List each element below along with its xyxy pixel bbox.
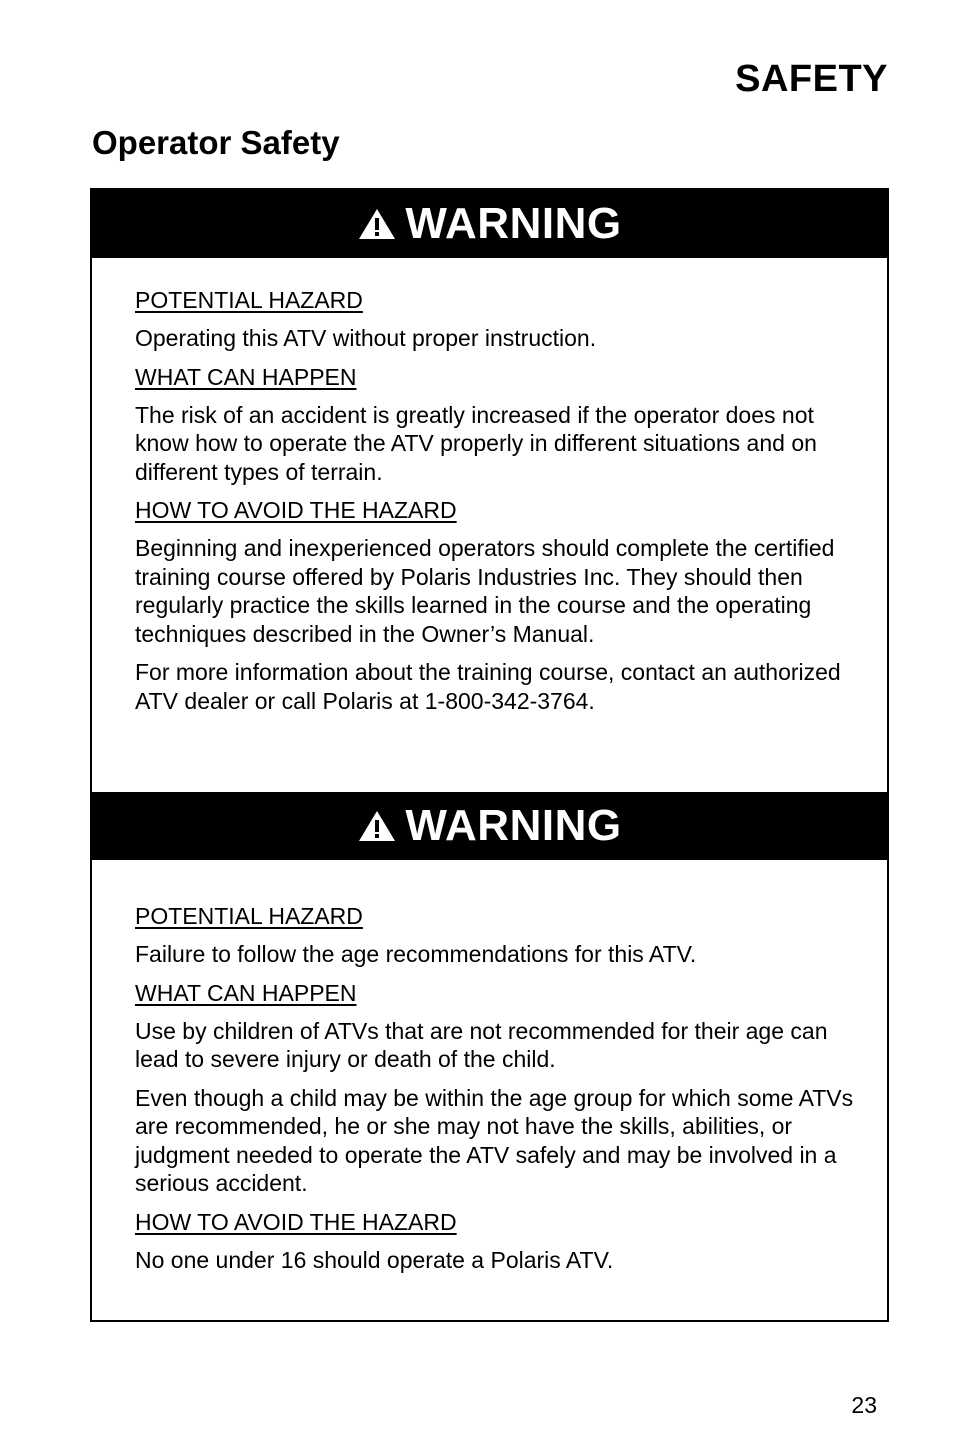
- page-number: 23: [851, 1392, 877, 1418]
- warning-content: [135, 902, 865, 1284]
- warning-banner: [92, 792, 887, 860]
- warning-frame: [90, 188, 889, 1322]
- potential-hazard-text: Operating this ATV without proper instruction.: [135, 325, 597, 351]
- warning-label: WARNING: [405, 199, 622, 248]
- potential-hazard-heading: POTENTIAL HAZARD: [135, 287, 363, 313]
- warning-label: WARNING: [405, 801, 622, 850]
- how-to-avoid-heading: HOW TO AVOID THE HAZARD: [135, 1208, 457, 1235]
- warning-triangle-icon: [357, 809, 397, 843]
- potential-hazard-text: Failure to follow the age recommendations for this ATV.: [135, 941, 697, 967]
- how-to-avoid-heading: HOW TO AVOID THE HAZARD: [135, 497, 457, 523]
- warning-triangle-icon: [357, 207, 397, 241]
- how-to-avoid-text: No one under 16 should operate a Polaris ATV.: [135, 1246, 614, 1273]
- how-to-avoid-text: Beginning and inexperienced operators should complete the certified training course offered by Polaris Industries Inc. They should then regularly practice the skills learned in the course and the operating techniques described in the Owner’s Manual.: [135, 535, 835, 647]
- how-to-avoid-text: For more information about the training course, contact an authorized ATV dealer or call Polaris at 1-800-342-3764.: [135, 659, 841, 714]
- section-title: SAFETY: [735, 58, 888, 100]
- what-can-happen-text: Use by children of ATVs that are not recommended for their age can lead to severe injury or death of the child.: [135, 1017, 828, 1072]
- potential-hazard-heading: POTENTIAL HAZARD: [135, 903, 363, 929]
- what-can-happen-text: The risk of an accident is greatly increased if the operator does not know how to operate the ATV properly in different situations and on different types of terrain.: [135, 401, 817, 485]
- what-can-happen-heading: WHAT CAN HAPPEN: [135, 979, 357, 1006]
- warning-banner: [92, 190, 887, 258]
- what-can-happen-heading: WHAT CAN HAPPEN: [135, 363, 357, 390]
- warning-content: [135, 286, 865, 725]
- page-heading: Operator Safety: [92, 124, 340, 161]
- what-can-happen-text: Even though a child may be within the age group for which some ATVs are recommended, he or she may not have the skills, abilities, or judgment needed to operate the ATV safely and may be involved in a serious accident.: [135, 1084, 854, 1196]
